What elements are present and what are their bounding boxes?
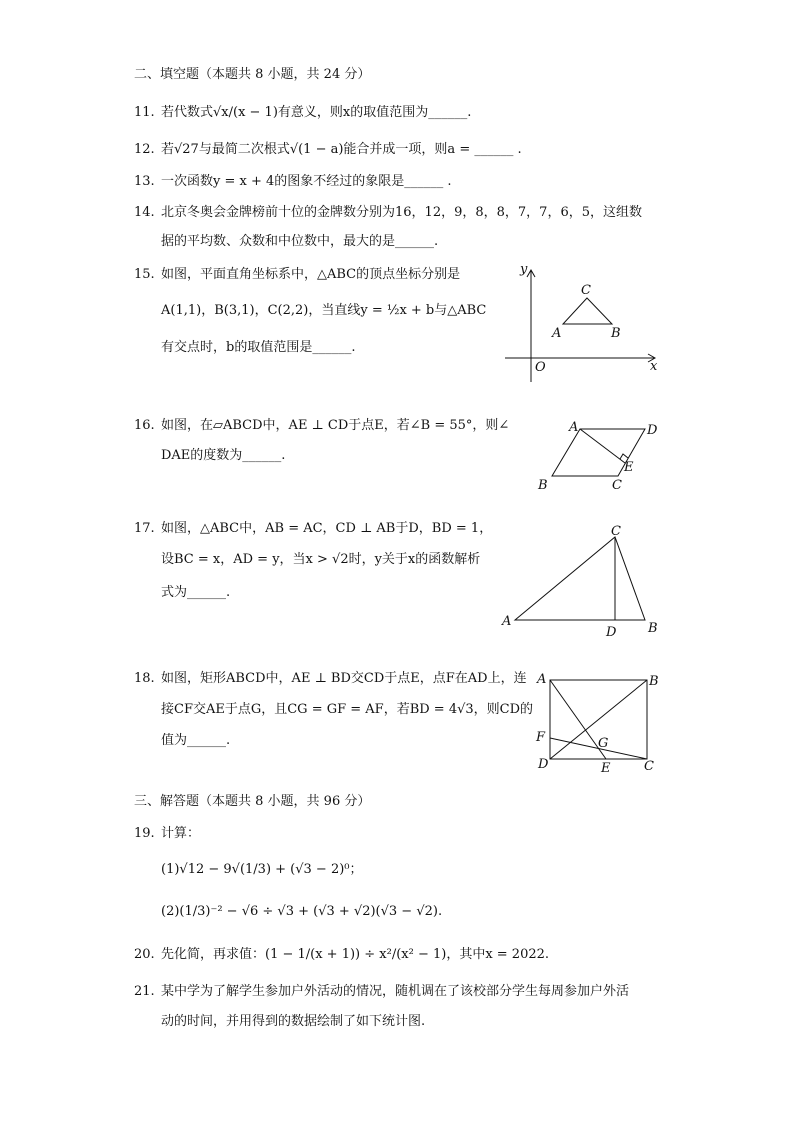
label-c: C bbox=[611, 524, 621, 539]
question-21-line1: 某中学为了解学生参加户外活动的情况，随机调在了该校部分学生每周参加户外活 bbox=[161, 984, 630, 999]
label-a: A bbox=[552, 326, 562, 341]
question-20-text: 先化简，再求值：(1 − 1/(x + 1)) ÷ x²/(x² − 1)，其中x = 2022. bbox=[161, 947, 550, 962]
segment-ae bbox=[580, 429, 625, 463]
section-heading-answer: 三、解答题（本题共 8 小题，共 96 分） bbox=[134, 794, 371, 809]
question-19-part2: (2)(1/3)⁻² − √6 ÷ √3 + (√3 + √2)(√3 − √2). bbox=[161, 904, 443, 919]
label-a: A bbox=[569, 420, 579, 435]
question-18-line3: 值为______. bbox=[161, 733, 231, 748]
question-number: 20. bbox=[134, 947, 155, 962]
label-d: D bbox=[538, 757, 549, 772]
label-c: C bbox=[612, 478, 622, 493]
label-d: D bbox=[606, 625, 617, 640]
question-19-text: 计算： bbox=[161, 826, 201, 841]
question-number: 17. bbox=[134, 521, 155, 536]
right-angle-mark bbox=[620, 454, 628, 459]
label-f: F bbox=[536, 730, 546, 745]
triangle-abc bbox=[515, 537, 645, 620]
question-14-line2: 据的平均数、众数和中位数中，最大的是______. bbox=[161, 234, 439, 249]
question-18-line1: 如图，矩形ABCD中，AE ⊥ BD交CD于点E，点F在AD上，连 bbox=[161, 671, 527, 686]
label-c: C bbox=[581, 283, 591, 298]
label-e: E bbox=[624, 460, 634, 475]
question-15-line3: 有交点时，b的取值范围是______. bbox=[161, 340, 356, 355]
label-a: A bbox=[537, 672, 547, 687]
label-b: B bbox=[611, 326, 621, 341]
question-16-line1: 如图，在▱ABCD中，AE ⊥ CD于点E，若∠B = 55°，则∠ bbox=[161, 418, 510, 433]
question-18-line2: 接CF交AE于点G，且CG = GF = AF，若BD = 4√3，则CD的 bbox=[161, 702, 534, 717]
question-number: 16. bbox=[134, 418, 155, 433]
question-number: 12. bbox=[134, 142, 155, 157]
question-number: 21. bbox=[134, 984, 155, 999]
question-11-text: 若代数式√x/(x − 1)有意义，则x的取值范围为______. bbox=[161, 105, 472, 120]
figure-17-triangle bbox=[495, 520, 670, 642]
label-o: O bbox=[535, 360, 546, 375]
question-12-text: 若√27与最简二次根式√(1 − a)能合并成一项，则a = ______ . bbox=[161, 142, 522, 157]
label-b: B bbox=[538, 478, 548, 493]
question-21-line2: 动的时间，并用得到的数据绘制了如下统计图. bbox=[161, 1014, 426, 1029]
question-number: 18. bbox=[134, 671, 155, 686]
label-x: x bbox=[650, 359, 658, 374]
question-number: 15. bbox=[134, 267, 155, 282]
label-e: E bbox=[601, 761, 611, 776]
question-15-line2: A(1,1)，B(3,1)，C(2,2)，当直线y = ½x + b与△ABC bbox=[161, 303, 487, 318]
question-number: 11. bbox=[134, 105, 155, 120]
label-g: G bbox=[598, 736, 609, 751]
triangle-abc bbox=[563, 298, 612, 324]
question-17-line1: 如图，△ABC中，AB = AC，CD ⊥ AB于D，BD = 1， bbox=[161, 521, 493, 536]
label-b: B bbox=[649, 674, 659, 689]
question-13-text: 一次函数y = x + 4的图象不经过的象限是______ . bbox=[161, 174, 452, 189]
question-14-line1: 北京冬奥会金牌榜前十位的金牌数分别为16，12，9，8，8，7，7，6，5，这组数 bbox=[161, 205, 642, 220]
label-b: B bbox=[648, 621, 658, 636]
question-17-line2: 设BC = x，AD = y，当x > √2时，y关于x的函数解析 bbox=[161, 552, 481, 567]
label-y: y bbox=[520, 262, 528, 277]
section-heading-fill-in: 二、填空题（本题共 8 小题，共 24 分） bbox=[134, 67, 371, 82]
label-c: C bbox=[644, 759, 654, 774]
figure-18-rectangle bbox=[530, 668, 665, 778]
question-number: 14. bbox=[134, 205, 155, 220]
label-a: A bbox=[502, 614, 512, 629]
question-19-part1: (1)√12 − 9√(1/3) + (√3 − 2)⁰； bbox=[161, 862, 363, 877]
label-d: D bbox=[647, 423, 658, 438]
question-16-line2: DAE的度数为______. bbox=[161, 448, 286, 463]
question-15-line1: 如图，平面直角坐标系中，△ABC的顶点坐标分别是 bbox=[161, 267, 461, 282]
figure-16-parallelogram bbox=[530, 414, 670, 496]
question-17-line3: 式为______. bbox=[161, 585, 231, 600]
question-number: 19. bbox=[134, 826, 155, 841]
figure-15-coordinate-plane bbox=[495, 258, 665, 383]
question-number: 13. bbox=[134, 174, 155, 189]
